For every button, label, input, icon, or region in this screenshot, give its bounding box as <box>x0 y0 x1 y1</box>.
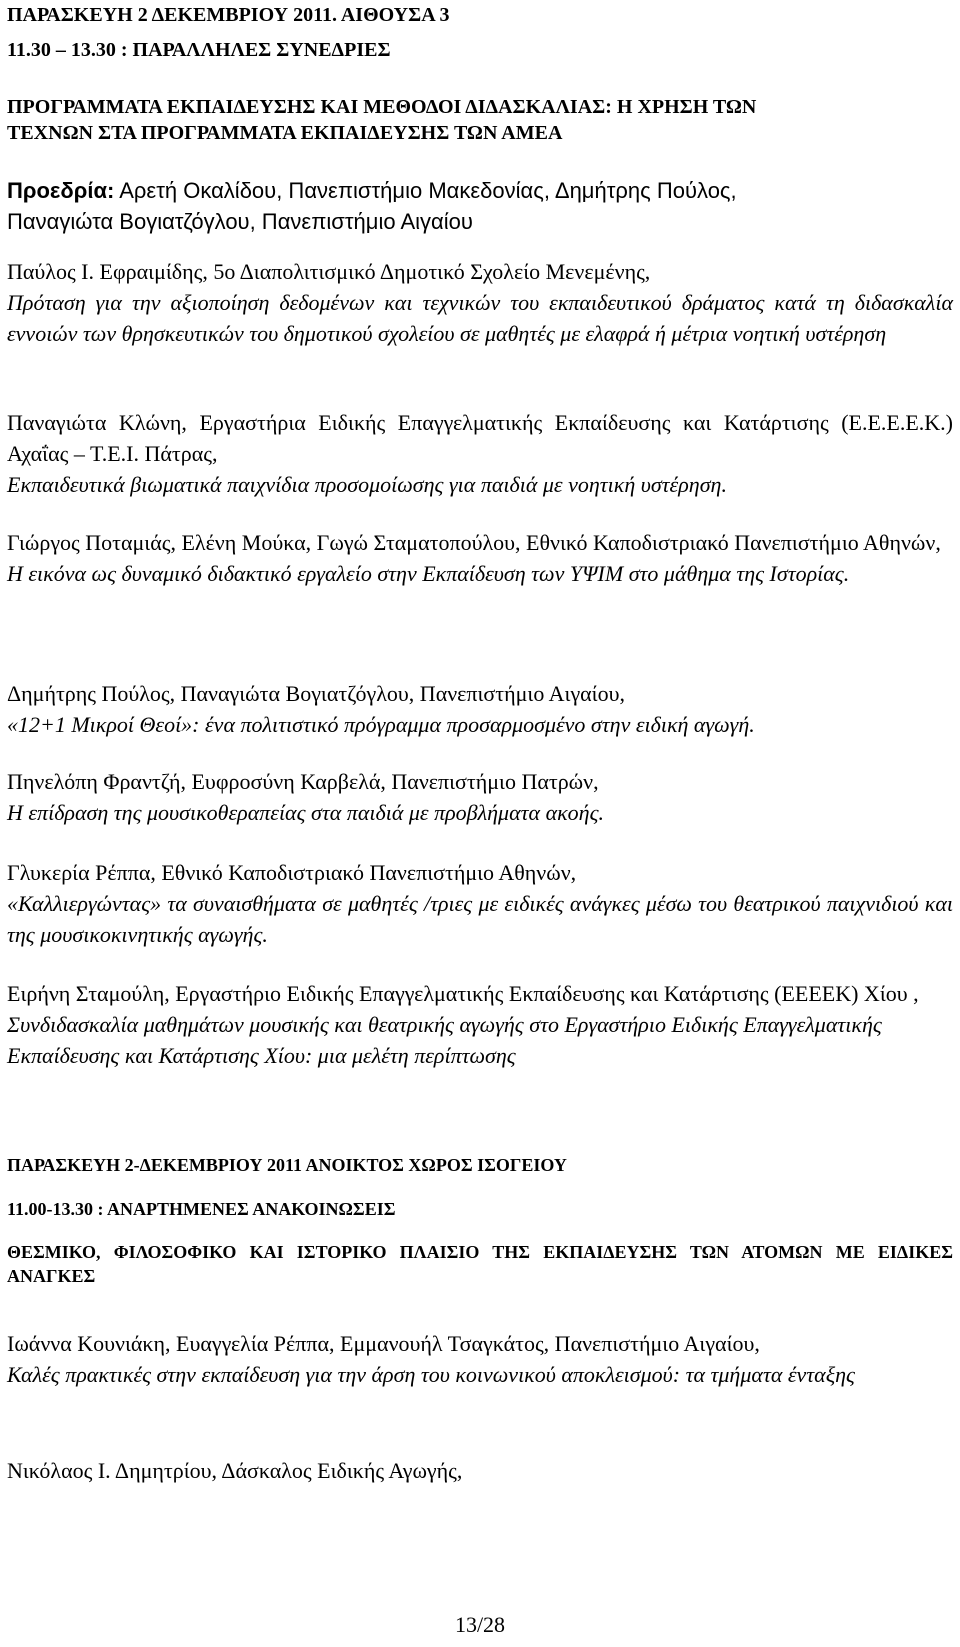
paper-authors: Πηνελόπη Φραντζή, Ευφροσύνη Καρβελά, Πανεπιστήμιο Πατρών, <box>7 769 599 794</box>
paper-entry-8 <box>7 1328 953 1390</box>
paper-authors: Ειρήνη Σταμούλη, Εργαστήριο Ειδικής Επαγγελματικής Εκπαίδευσης και Κατάρτισης (ΕΕΕΕΚ) Χίου , <box>7 981 919 1006</box>
paper-entry-3 <box>7 527 953 589</box>
paper-entry-7 <box>7 978 953 1071</box>
paper-title: «Καλλιεργώντας» τα συναισθήματα σε μαθητές /τριες με ειδικές ανάγκες μέσω του θεατρικού παιχνιδιού και της μουσικοκινητικής αγωγής. <box>7 891 953 947</box>
paper-authors: Γλυκερία Ρέππα, Εθνικό Καποδιστριακό Πανεπιστήμιο Αθηνών, <box>7 860 577 885</box>
session-date-heading: ΠΑΡΑΣΚΕΥΗ 2 ΔΕΚΕΜΒΡΙΟΥ 2011. ΑΙΘΟΥΣΑ 3 <box>7 4 450 26</box>
chair-label: Προεδρία: <box>7 178 115 203</box>
paper-entry-4 <box>7 678 953 740</box>
session-title-line-2: ΤΕΧΝΩΝ ΣΤΑ ΠΡΟΓΡΑΜΜΑΤΑ ΕΚΠΑΙΔΕΥΣΗΣ ΤΩΝ ΑΜΕΑ <box>7 122 563 144</box>
paper-title: Καλές πρακτικές στην εκπαίδευση για την άρση του κοινωνικού αποκλεισμού: τα τμήματα ένταξης <box>7 1362 855 1387</box>
chair-block <box>7 175 953 237</box>
session-title <box>7 94 953 146</box>
paper-authors: Παύλος Ι. Εφραιμίδης, 5ο Διαπολιτισμικό Δημοτικό Σχολείο Μενεμένης, <box>7 259 651 284</box>
page-number: 13/28 <box>454 1612 506 1637</box>
paper-entry-1 <box>7 256 953 349</box>
session-time-heading: 11.30 – 13.30 : ΠΑΡΑΛΛΗΛΕΣ ΣΥΝΕΔΡΙΕΣ <box>7 39 391 61</box>
paper-entry-5 <box>7 766 953 828</box>
chair-names-1: Αρετή Οκαλίδου, Πανεπιστήμιο Μακεδονίας, Δημήτρης Πούλος, <box>119 178 737 203</box>
paper-entry-9 <box>7 1455 953 1486</box>
paper-title: Συνδιδασκαλία μαθημάτων μουσικής και θεατρικής αγωγής στο Εργαστήριο Ειδικής Επαγγελματικής Εκπαίδευσης και Κατάρτισης Χίου: μια μελέτη περίπτωσης <box>7 1012 882 1068</box>
poster-session-date-heading: ΠΑΡΑΣΚΕΥΗ 2-ΔΕΚΕΜΒΡΙΟΥ 2011 ΑΝΟΙΚΤΟΣ ΧΩΡΟΣ ΙΣΟΓΕΙΟΥ <box>7 1155 567 1175</box>
paper-entry-2 <box>7 407 953 500</box>
paper-title: Η επίδραση της μουσικοθεραπείας στα παιδιά με προβλήματα ακοής. <box>7 800 605 825</box>
poster-session-theme: ΘΕΣΜΙΚΟ, ΦΙΛΟΣΟΦΙΚΟ ΚΑΙ ΙΣΤΟΡΙΚΟ ΠΛΑΙΣΙΟ ΤΗΣ ΕΚΠΑΙΔΕΥΣΗΣ ΤΩΝ ΑΤΟΜΩΝ ΜΕ ΕΙΔΙΚΕΣ ΑΝΑΓΚΕΣ <box>7 1242 953 1286</box>
poster-session-time-heading: 11.00-13.30 : ΑΝΑΡΤΗΜΕΝΕΣ ΑΝΑΚΟΙΝΩΣΕΙΣ <box>7 1199 396 1219</box>
paper-authors: Ιωάννα Κουνιάκη, Ευαγγελία Ρέππα, Εμμανουήλ Τσαγκάτος, Πανεπιστήμιο Αιγαίου, <box>7 1331 760 1356</box>
paper-title: Πρόταση για την αξιοποίηση δεδομένων και τεχνικών του εκπαιδευτικού δράματος κατά τη διδασκαλία εννοιών των θρησκευτικών του δημοτικού σχολείου σε μαθητές με ελαφρά ή μέτρια νοητική υστέρηση <box>7 290 953 346</box>
paper-authors: Παναγιώτα Κλώνη, Εργαστήρια Ειδικής Επαγγελματικής Εκπαίδευσης και Κατάρτισης (Ε.Ε.Ε.Ε.Κ.) Αχαΐας – Τ.Ε.Ι. Πάτρας, <box>7 410 953 466</box>
paper-authors: Δημήτρης Πούλος, Παναγιώτα Βογιατζόγλου, Πανεπιστήμιο Αιγαίου, <box>7 681 625 706</box>
chair-names-2: Παναγιώτα Βογιατζόγλου, Πανεπιστήμιο Αιγαίου <box>7 209 473 234</box>
paper-title: Η εικόνα ως δυναμικό διδακτικό εργαλείο στην Εκπαίδευση των ΥΨΙΜ στο μάθημα της Ιστορίας. <box>7 561 850 586</box>
session-title-line-1: ΠΡΟΓΡΑΜΜΑΤΑ ΕΚΠΑΙΔΕΥΣΗΣ ΚΑΙ ΜΕΘΟΔΟΙ ΔΙΔΑΣΚΑΛΙΑΣ: Η ΧΡΗΣΗ ΤΩΝ <box>7 96 757 118</box>
paper-entry-6 <box>7 857 953 950</box>
paper-title: Εκπαιδευτικά βιωματικά παιχνίδια προσομοίωσης για παιδιά με νοητική υστέρηση. <box>7 472 727 497</box>
paper-authors: Νικόλαος Ι. Δημητρίου, Δάσκαλος Ειδικής Αγωγής, <box>7 1458 463 1483</box>
paper-authors: Γιώργος Ποταμιάς, Ελένη Μούκα, Γωγώ Σταματοπούλου, Εθνικό Καποδιστριακό Πανεπιστήμιο Αθηνών, <box>7 530 941 555</box>
paper-title: «12+1 Μικροί Θεοί»: ένα πολιτιστικό πρόγραμμα προσαρμοσμένο στην ειδική αγωγή. <box>7 712 755 737</box>
